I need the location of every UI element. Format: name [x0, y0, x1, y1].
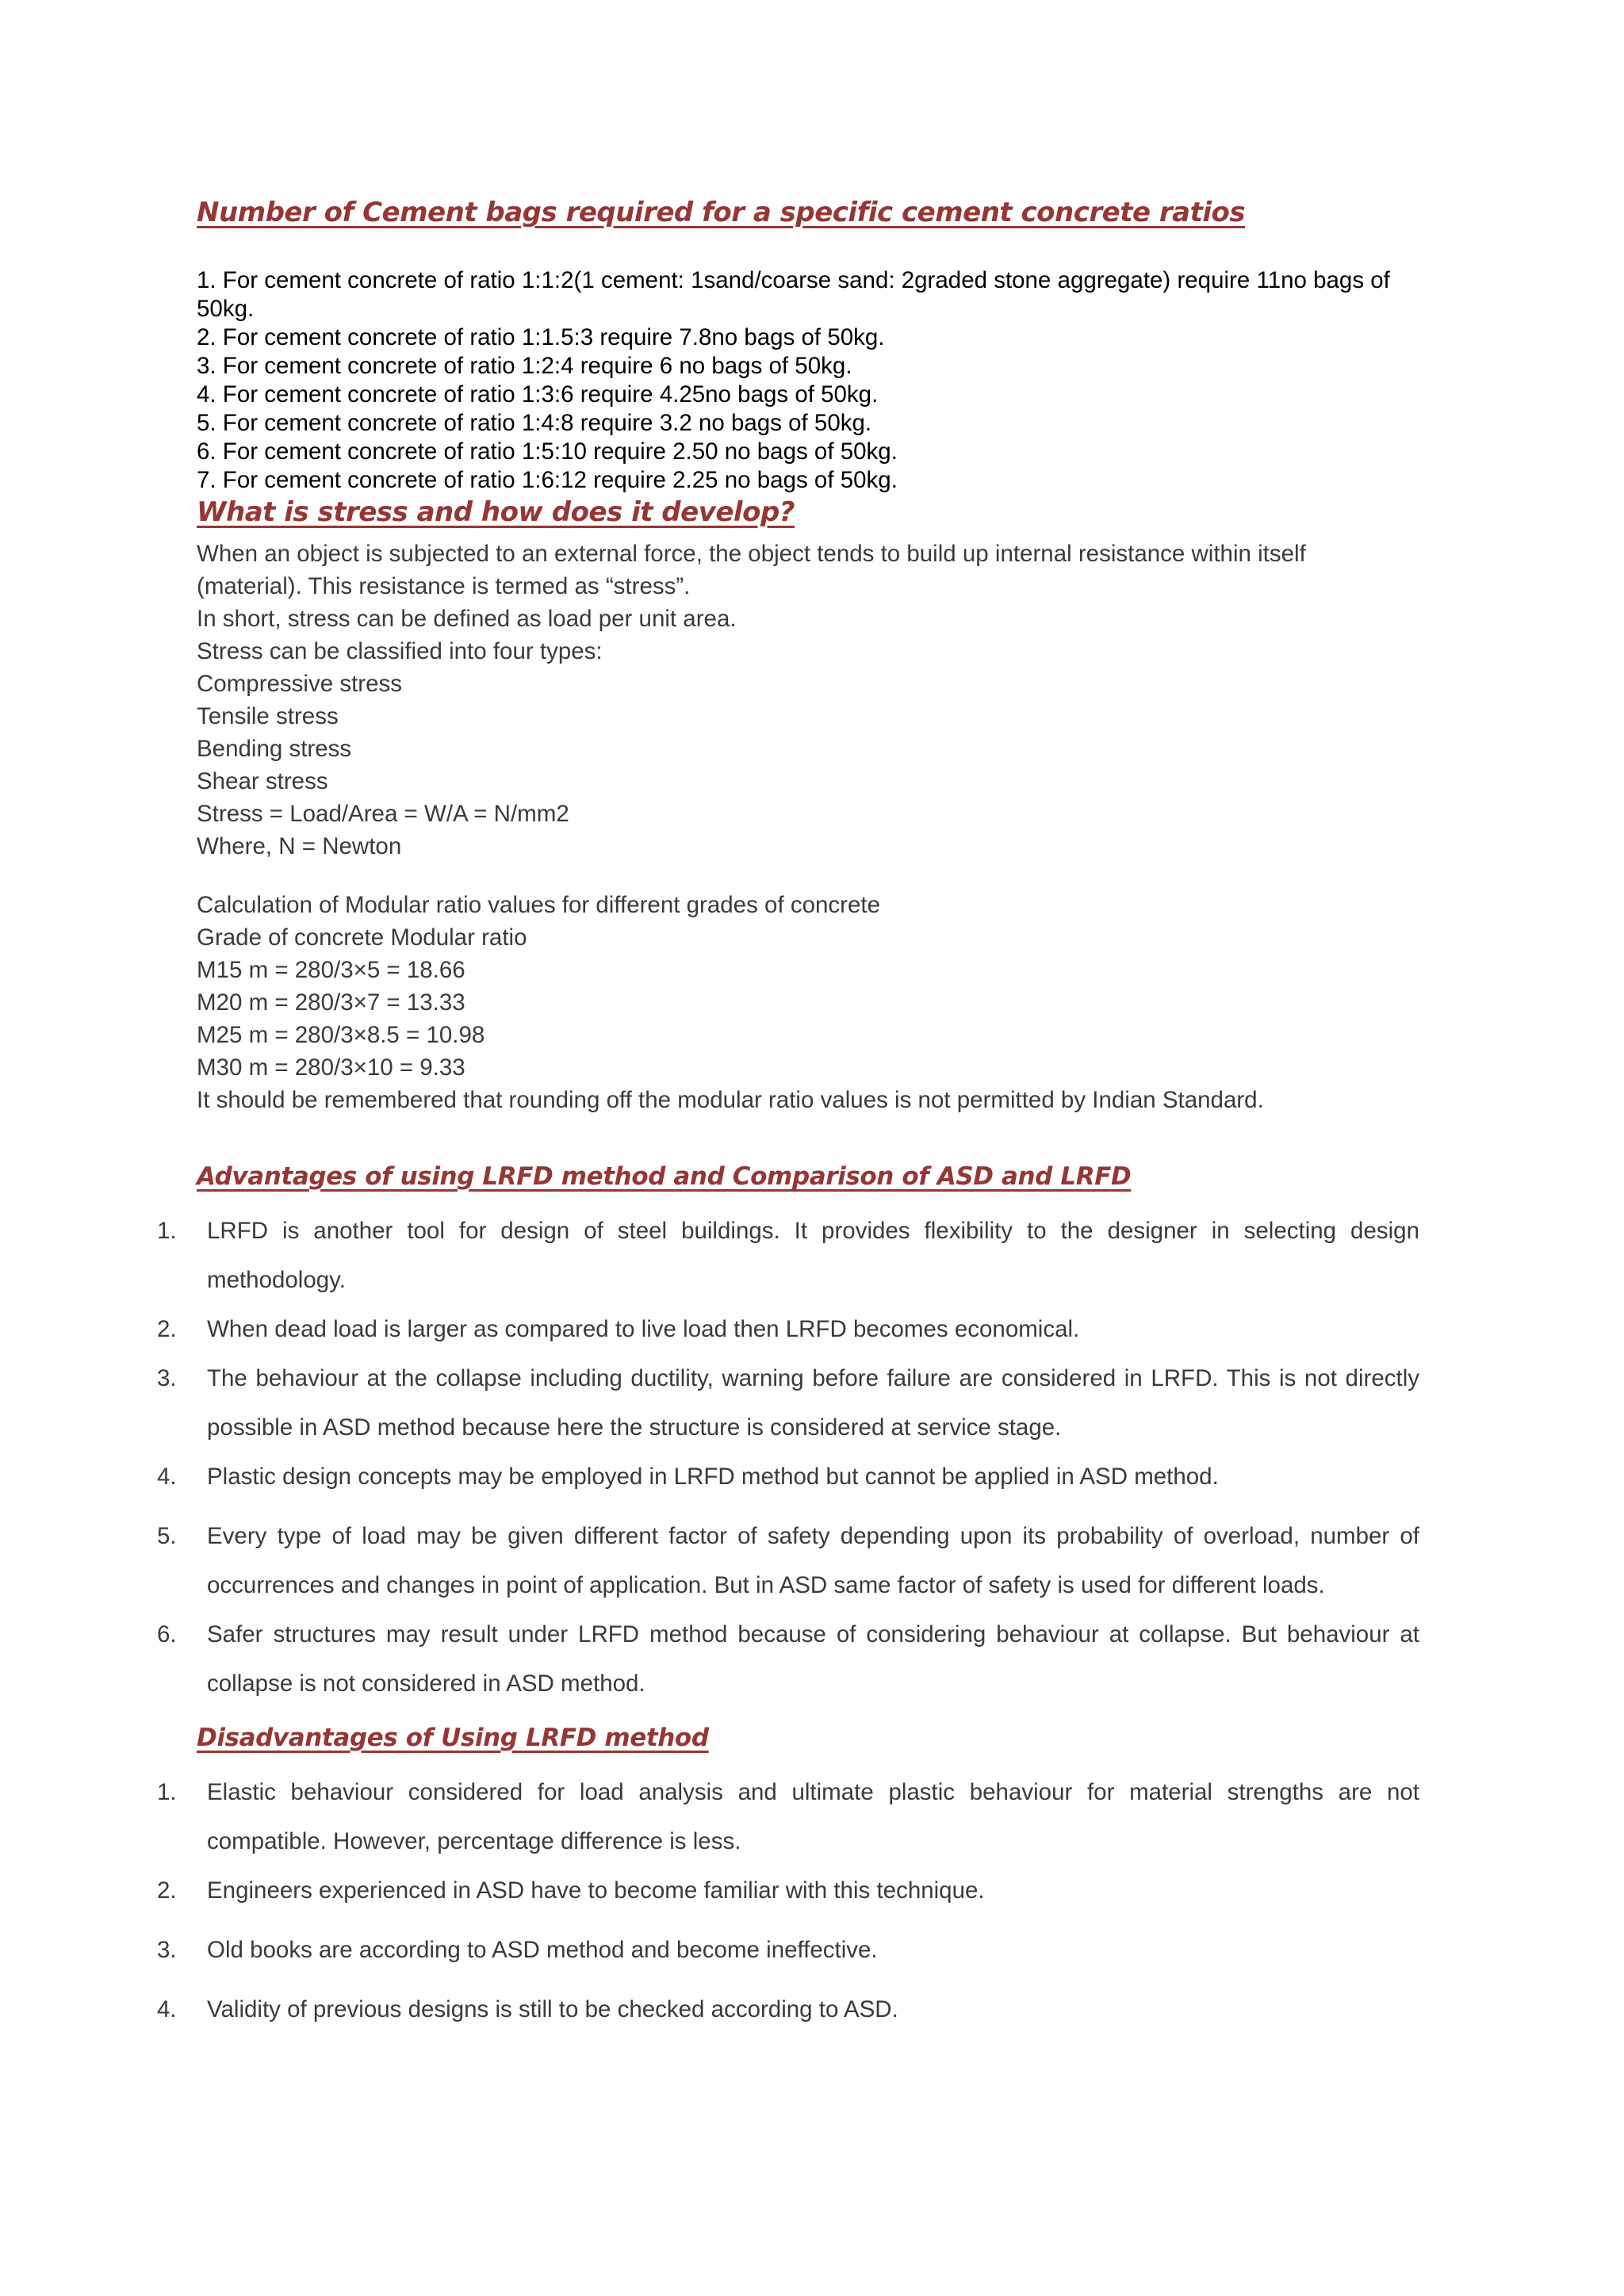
stress-line: (material). This resistance is termed as “stress”. [197, 573, 691, 599]
list-text: Old books are according to ASD method and become ineffective. [207, 1937, 878, 1963]
cement-bags-list [197, 266, 1434, 495]
list-item [157, 1985, 1419, 2034]
stress-line: Stress = Load/Area = W/A = N/mm2 [197, 801, 569, 827]
stress-line: Bending stress [197, 736, 352, 762]
list-item [157, 1452, 1419, 1502]
list-item [157, 1610, 1419, 1709]
stress-line: Stress can be classified into four types: [197, 638, 603, 664]
cement-line: 5. For cement concrete of ratio 1:4:8 require 3.2 no bags of 50kg. [197, 410, 872, 436]
list-number: 4. [157, 1996, 177, 2022]
list-number: 6. [157, 1621, 177, 1647]
cement-line: 2. For cement concrete of ratio 1:1.5:3 require 7.8no bags of 50kg. [197, 324, 885, 350]
list-text: Every type of load may be given different factor of safety depending upon its probability of overload, number of occurrences and changes in point of application. But in ASD same factor of safety is used for different loads. [207, 1523, 1419, 1598]
stress-line: When an object is subjected to an external force, the object tends to build up internal resistance within itself [197, 541, 1306, 567]
stress-line: Tensile stress [197, 703, 339, 729]
modular-line: M20 m = 280/3×7 = 13.33 [197, 989, 465, 1016]
modular-line: Grade of concrete Modular ratio [197, 924, 527, 951]
heading-stress: What is stress and how does it develop? [197, 496, 795, 528]
list-text: Safer structures may result under LRFD method because of considering behaviour at collapse. But behaviour at collapse is not considered in ASD method. [207, 1621, 1419, 1697]
modular-line: M15 m = 280/3×5 = 18.66 [197, 957, 465, 983]
list-item [157, 1305, 1419, 1354]
modular-ratio-paragraph [197, 889, 1465, 1116]
list-item [157, 1926, 1419, 1975]
cement-line: 3. For cement concrete of ratio 1:2:4 require 6 no bags of 50kg. [197, 353, 852, 379]
list-number: 2. [157, 1877, 177, 1904]
cement-line: 7. For cement concrete of ratio 1:6:12 require 2.25 no bags of 50kg. [197, 467, 898, 493]
list-item [157, 1768, 1419, 1866]
modular-line: It should be remembered that rounding off the modular ratio values is not permitted by Indian Standard. [197, 1087, 1264, 1113]
list-number: 4. [157, 1464, 177, 1490]
list-text: Plastic design concepts may be employed in LRFD method but cannot be applied in ASD method. [207, 1464, 1219, 1490]
list-number: 1. [157, 1218, 177, 1244]
list-text: Validity of previous designs is still to be checked according to ASD. [207, 1996, 898, 2022]
heading-disadvantages: Disadvantages of Using LRFD method [197, 1724, 709, 1752]
list-text: Elastic behaviour considered for load analysis and ultimate plastic behaviour for material strengths are not compatible. However, percentage difference is less. [207, 1779, 1419, 1854]
list-number: 3. [157, 1365, 177, 1391]
list-text: Engineers experienced in ASD have to become familiar with this technique. [207, 1877, 985, 1904]
stress-paragraph [197, 538, 1465, 863]
list-number: 5. [157, 1523, 177, 1549]
stress-line: Where, N = Newton [197, 833, 402, 859]
list-text: LRFD is another tool for design of steel buildings. It provides flexibility to the designer in selecting design methodology. [207, 1218, 1419, 1293]
list-number: 3. [157, 1937, 177, 1963]
stress-line: Compressive stress [197, 671, 403, 697]
modular-line: Calculation of Modular ratio values for different grades of concrete [197, 892, 880, 918]
list-number: 1. [157, 1779, 177, 1805]
list-item [157, 1512, 1419, 1610]
heading-advantages: Advantages of using LRFD method and Comparison of ASD and LRFD [197, 1162, 1132, 1191]
modular-line: M25 m = 280/3×8.5 = 10.98 [197, 1022, 485, 1048]
list-item [157, 1354, 1419, 1452]
cement-line: 1. For cement concrete of ratio 1:1:2(1 cement: 1sand/coarse sand: 2graded stone aggregate) require 11no bags of 50kg. [197, 267, 1390, 322]
list-item [157, 1866, 1419, 1915]
heading-cement-bags: Number of Cement bags required for a specific cement concrete ratios [197, 197, 1246, 228]
cement-line: 6. For cement concrete of ratio 1:5:10 require 2.50 no bags of 50kg. [197, 438, 898, 465]
list-text: When dead load is larger as compared to live load then LRFD becomes economical. [207, 1316, 1080, 1342]
list-number: 2. [157, 1316, 177, 1342]
list-item [157, 1207, 1419, 1305]
cement-line: 4. For cement concrete of ratio 1:3:6 require 4.25no bags of 50kg. [197, 381, 879, 408]
list-text: The behaviour at the collapse including ductility, warning before failure are considered in LRFD. This is not directly possible in ASD method because here the structure is considered at service stage. [207, 1365, 1419, 1441]
stress-line: In short, stress can be defined as load per unit area. [197, 606, 737, 632]
stress-line: Shear stress [197, 768, 328, 794]
modular-line: M30 m = 280/3×10 = 9.33 [197, 1054, 465, 1081]
